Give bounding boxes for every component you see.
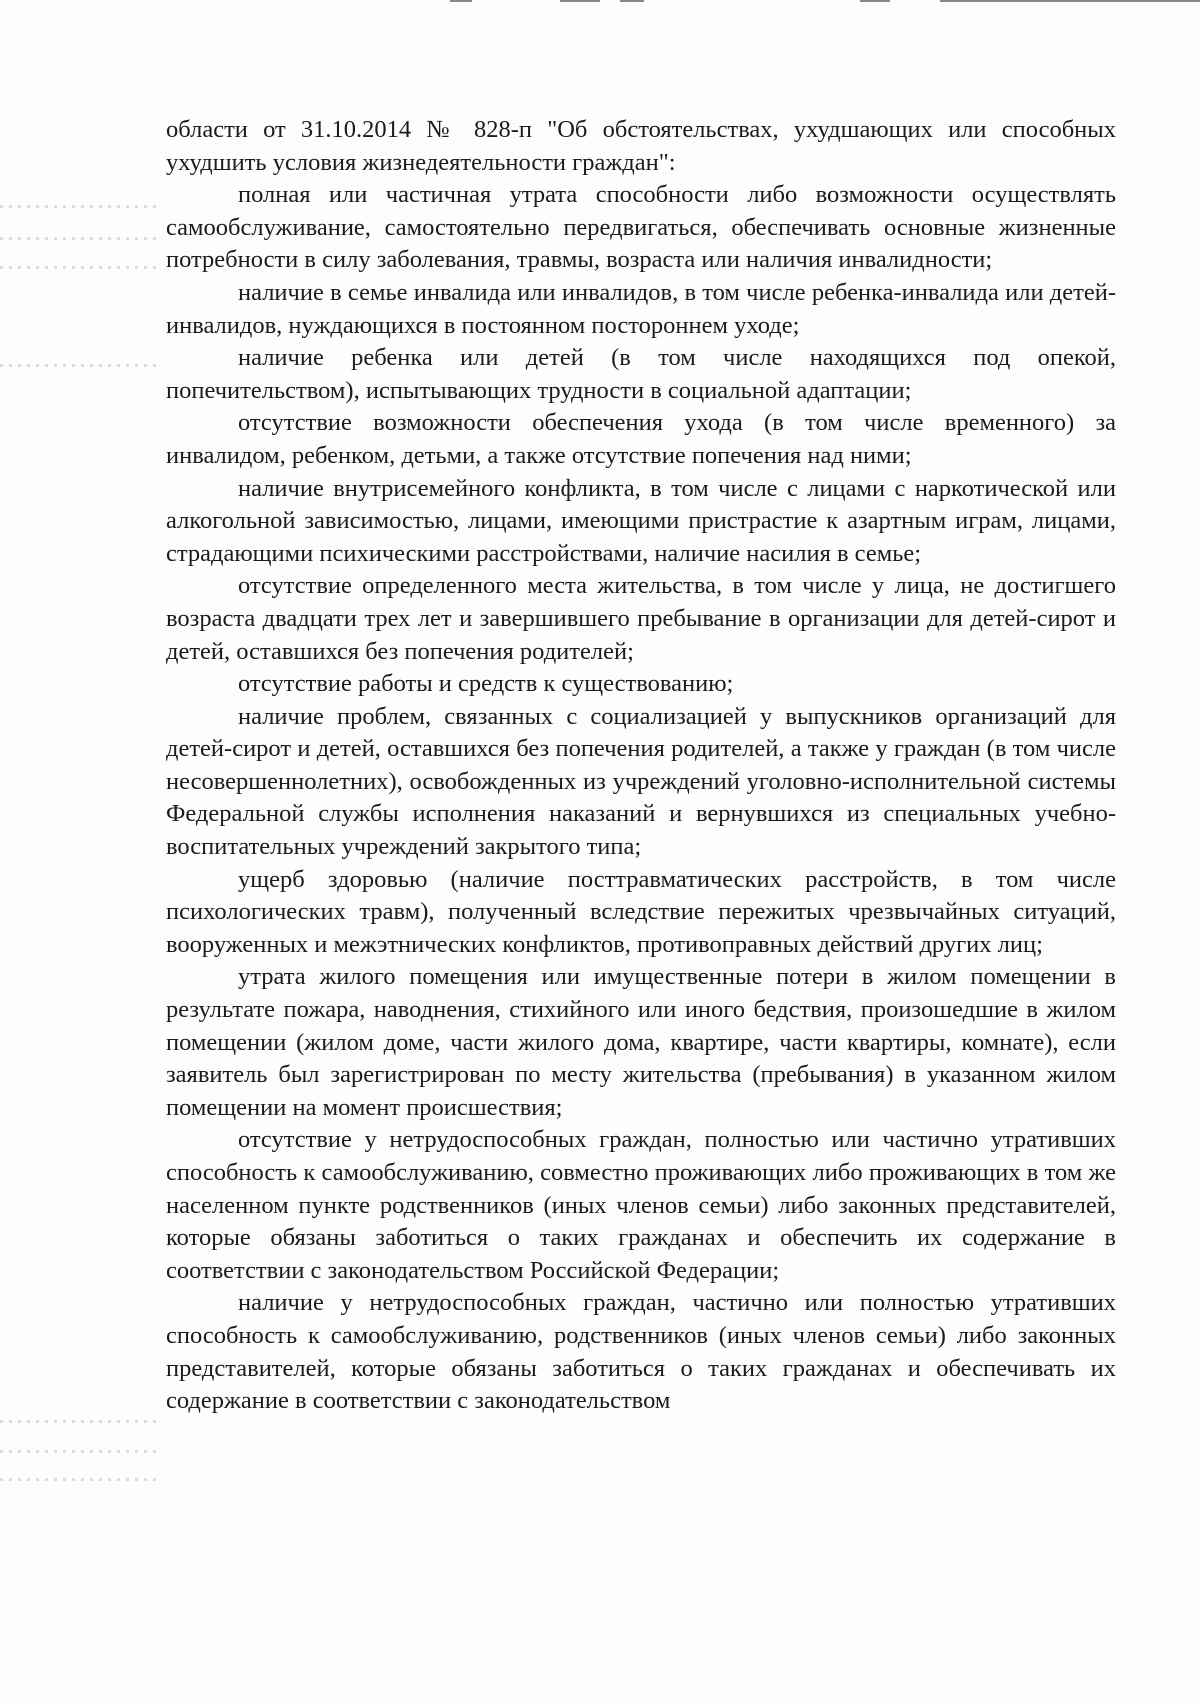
scan-mark <box>860 0 890 2</box>
scan-artifact <box>0 205 160 208</box>
scan-mark <box>620 0 644 2</box>
scan-artifact <box>0 266 160 269</box>
scan-artifact <box>0 1450 160 1453</box>
scan-artifact <box>0 1478 160 1481</box>
paragraph-intro: области от 31.10.2014 № 828-п "Об обстоятельствах, ухудшающих или способных ухудшить условия жизнедеятельности граждан": <box>166 116 1116 176</box>
scan-artifact <box>0 364 160 367</box>
paragraph-item: отсутствие определенного места жительства, в том числе у лица, не достигшего возраста двадцати трех лет и завершившего пребывание в организации для детей-сирот и детей, оставшихся без попечения родителей; <box>166 572 1116 665</box>
paragraph-item: наличие ребенка или детей (в том числе находящихся под опекой, попечительством), испытывающих трудности в социальной адаптации; <box>166 344 1116 404</box>
paragraph-item: ущерб здоровью (наличие посттравматических расстройств, в том числе психологических травм), полученный вследствие пережитых чрезвычайных ситуаций, вооруженных и межэтнических конфликтов, противоправных действий других лиц; <box>166 865 1116 958</box>
paragraph-item: наличие проблем, связанных с социализацией у выпускников организаций для детей-сирот и детей, оставшихся без попечения родителей, а также у граждан (в том числе несовершеннолетних), освобожденных из учреждений уголовно-исполнительной системы Федеральной службы исполнения наказаний и вернувшихся из специальных учебно-воспитательных учреждений закрытого типа; <box>166 702 1116 861</box>
paragraph-item: наличие в семье инвалида или инвалидов, в том числе ребенка-инвалида или детей-инвалидов, нуждающихся в постоянном постороннем уходе; <box>166 278 1116 339</box>
paragraph-item: наличие у нетрудоспособных граждан, частично или полностью утративших способность к самообслуживанию, родственников (иных членов семьи) либо законных представителей, которые обязаны заботиться о таких гражданах и обеспечивать их содержание в соответствии с законодательством <box>166 1289 1116 1415</box>
paragraph-item: утрата жилого помещения или имущественные потери в жилом помещении в результате пожара, наводнения, стихийного или иного бедствия, произошедшие в жилом помещении (жилом доме, части жилого дома, квартире, части квартиры, комнате), если заявитель был зарегистрирован по месту жительства (пребывания) в указанном жилом помещении на момент происшествия; <box>166 963 1116 1121</box>
scan-mark <box>450 0 472 2</box>
paragraph-item: полная или частичная утрата способности либо возможности осуществлять самообслуживание, самостоятельно передвигаться, обеспечивать основные жизненные потребности в силу заболевания, травмы, возраста или наличия инвалидности; <box>166 181 1116 274</box>
document-body <box>166 114 1116 1418</box>
scan-artifact <box>0 237 160 240</box>
paragraph-item: отсутствие возможности обеспечения ухода (в том числе временного) за инвалидом, ребенком, детьми, а также отсутствие попечения над ними; <box>166 409 1116 469</box>
paragraph-item: наличие внутрисемейного конфликта, в том числе с лицами с наркотической или алкогольной зависимостью, лицами, имеющими пристрастие к азартным играм, лицами, страдающими психическими расстройствами, наличие насилия в семье; <box>166 474 1116 567</box>
scan-artifact <box>0 1420 160 1423</box>
paragraph-item: отсутствие работы и средств к существованию; <box>238 670 734 698</box>
paragraph-item: отсутствие у нетрудоспособных граждан, полностью или частично утративших способность к самообслуживанию, совместно проживающих либо проживающих в том же населенном пункте родственников (иных членов семьи) либо законных представителей, которые обязаны заботиться о таких гражданах и обеспечить их содержание в соответствии с законодательством Российской Федерации; <box>166 1126 1116 1284</box>
scan-mark <box>940 0 1200 2</box>
scan-mark <box>560 0 600 2</box>
